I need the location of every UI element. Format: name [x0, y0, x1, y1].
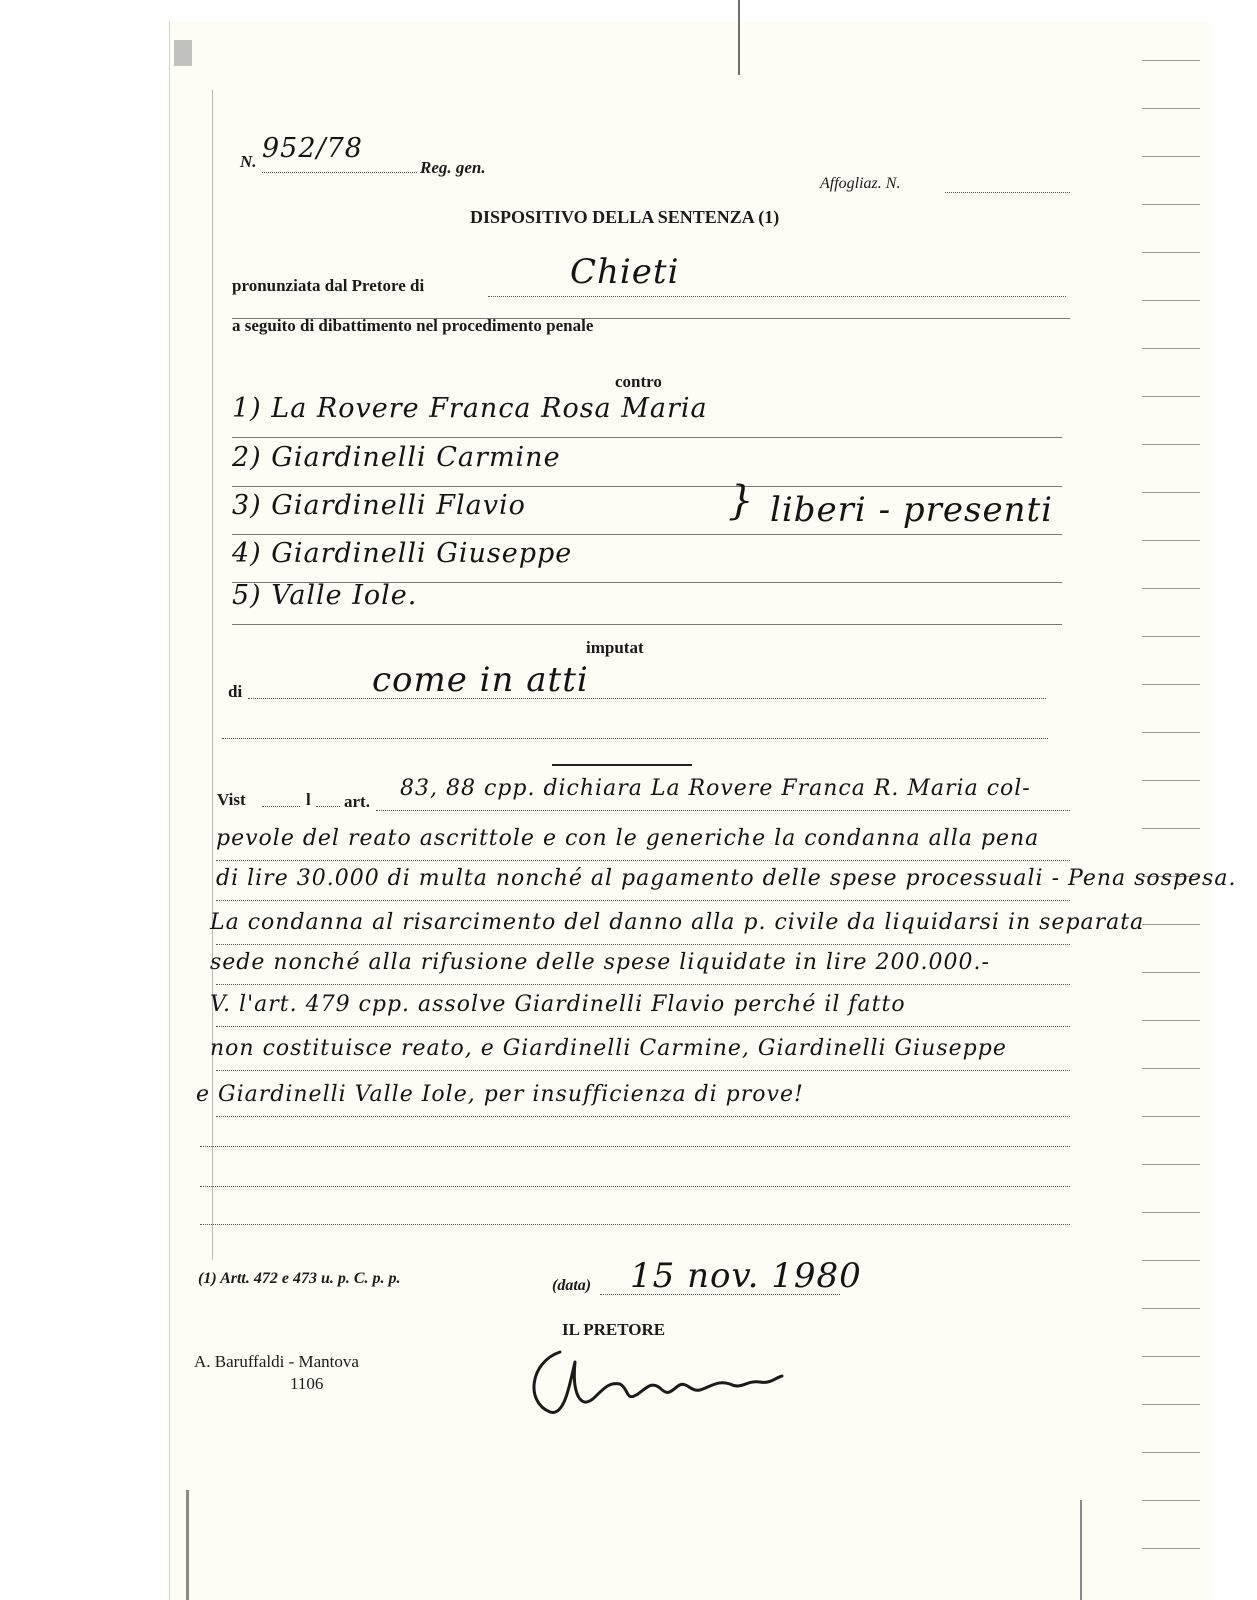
signer-title: IL PRETORE	[562, 1320, 666, 1339]
vist-label: Vist	[217, 790, 246, 809]
vist-dotted-line	[216, 860, 1070, 861]
blank-dotted-line	[200, 1186, 1070, 1187]
margin-tick	[1142, 204, 1200, 205]
margin-tick	[1142, 1452, 1200, 1453]
data-dots	[600, 1294, 840, 1295]
defendant-name: 1) La Rovere Franca Rosa Maria	[232, 393, 708, 424]
margin-tick	[1142, 780, 1200, 781]
vist-dotted-line	[376, 810, 1070, 811]
status-note: liberi - presenti	[770, 490, 1054, 530]
vist-line: non costituisce reato, e Giardinelli Carmine, Giardinelli Giuseppe	[210, 1036, 1007, 1061]
margin-tick	[1142, 156, 1200, 157]
margin-tick	[1142, 1020, 1200, 1021]
footnote: (1) Artt. 472 e 473 u. p. C. p. p.	[198, 1270, 401, 1287]
affogliaz-label: Affogliaz. N.	[820, 175, 901, 192]
margin-tick	[1142, 1164, 1200, 1165]
signature-image	[520, 1342, 790, 1422]
margin-tick	[1142, 684, 1200, 685]
margin-tick	[1142, 1212, 1200, 1213]
defendant-name: 4) Giardinelli Giuseppe	[232, 538, 573, 569]
margin-tick	[1142, 396, 1200, 397]
art-label: art.	[344, 792, 370, 811]
defendant-name: 3) Giardinelli Flavio	[232, 490, 526, 521]
brace-symbol: }	[728, 478, 755, 524]
vist-dotted-line	[216, 1070, 1070, 1071]
imputat-dots	[248, 698, 1046, 699]
number-dots	[262, 172, 417, 173]
vist-dotted-line	[216, 944, 1070, 945]
margin-tick	[1142, 1308, 1200, 1309]
data-label: (data)	[552, 1277, 592, 1294]
margin-tick	[1142, 1116, 1200, 1117]
imputat-label: imputat	[586, 638, 644, 657]
fold-mark-bottom-left	[186, 1490, 189, 1600]
separator-rule	[552, 764, 692, 766]
margin-tick	[1142, 492, 1200, 493]
margin-tick	[1142, 444, 1200, 445]
margin-tick	[1142, 252, 1200, 253]
contro-label: contro	[615, 372, 662, 391]
margin-tick	[1142, 732, 1200, 733]
margin-tick	[1142, 1548, 1200, 1549]
imputat-dots-2	[222, 738, 1048, 739]
blank-dotted-line	[200, 1146, 1070, 1147]
margin-tick	[1142, 828, 1200, 829]
margin-tick	[1142, 1356, 1200, 1357]
defendant-rule	[232, 624, 1062, 625]
margin-tick	[1142, 1404, 1200, 1405]
printer-name: A. Baruffaldi - Mantova	[194, 1352, 359, 1371]
pretore-dots	[488, 296, 1066, 297]
reg-gen-label: Reg. gen.	[420, 158, 486, 177]
defendant-rule	[232, 534, 1062, 535]
number-label: N.	[240, 152, 257, 171]
defendant-name: 5) Valle Iole.	[232, 580, 418, 611]
vist-line: di lire 30.000 di multa nonché al pagamento delle spese processuali - Pena sospesa.	[216, 866, 1237, 891]
margin-tick	[1142, 1068, 1200, 1069]
data-value: 15 nov. 1980	[630, 1256, 862, 1296]
margin-tick	[1142, 972, 1200, 973]
margin-tick	[1142, 108, 1200, 109]
blank-dotted-line	[200, 1224, 1070, 1225]
staple-mark	[174, 40, 192, 66]
margin-tick	[1142, 60, 1200, 61]
margin-tick	[1142, 1500, 1200, 1501]
defendant-rule	[232, 437, 1062, 438]
vist-line: pevole del reato ascrittole e con le generiche la condanna alla pena	[216, 826, 1040, 851]
affogliaz-dots	[945, 192, 1070, 193]
margin-tick	[1142, 636, 1200, 637]
di-label: di	[228, 682, 243, 701]
vist-line: La condanna al risarcimento del danno alla p. civile da liquidarsi in separata	[210, 910, 1145, 935]
vist-dots	[262, 806, 300, 807]
fold-mark-bottom-right	[1080, 1500, 1082, 1600]
vist-dotted-line	[216, 984, 1070, 985]
document-title: DISPOSITIVO DELLA SENTENZA (1)	[470, 207, 780, 227]
vist-dotted-line	[216, 1116, 1070, 1117]
vist-l: l	[306, 790, 311, 809]
vist-dotted-line	[216, 900, 1070, 901]
margin-tick	[1142, 924, 1200, 925]
vist-line: 83, 88 cpp. dichiara La Rovere Franca R. Maria col-	[400, 776, 1031, 801]
number-value: 952/78	[262, 133, 363, 164]
fold-mark-top	[738, 0, 740, 75]
vist-line: e Giardinelli Valle Iole, per insufficienza di prove!	[196, 1082, 804, 1107]
margin-tick	[1142, 300, 1200, 301]
defendant-name: 2) Giardinelli Carmine	[232, 442, 561, 473]
pretore-value: Chieti	[570, 252, 680, 292]
pretore-label: pronunziata dal Pretore di	[232, 276, 425, 295]
printer-code: 1106	[290, 1374, 324, 1393]
margin-tick	[1142, 1260, 1200, 1261]
procedimento-label: a seguito di dibattimento nel procedimento penale	[232, 316, 594, 335]
vist-line: sede nonché alla rifusione delle spese liquidate in lire 200.000.-	[210, 950, 990, 975]
imputat-value: come in atti	[372, 660, 589, 700]
margin-tick	[1142, 348, 1200, 349]
margin-tick	[1142, 588, 1200, 589]
vist-dots-2	[316, 806, 340, 807]
vist-line: V. l'art. 479 cpp. assolve Giardinelli Flavio perché il fatto	[210, 992, 906, 1017]
vist-dotted-line	[216, 1026, 1070, 1027]
defendant-rule	[232, 486, 1062, 487]
margin-tick	[1142, 540, 1200, 541]
